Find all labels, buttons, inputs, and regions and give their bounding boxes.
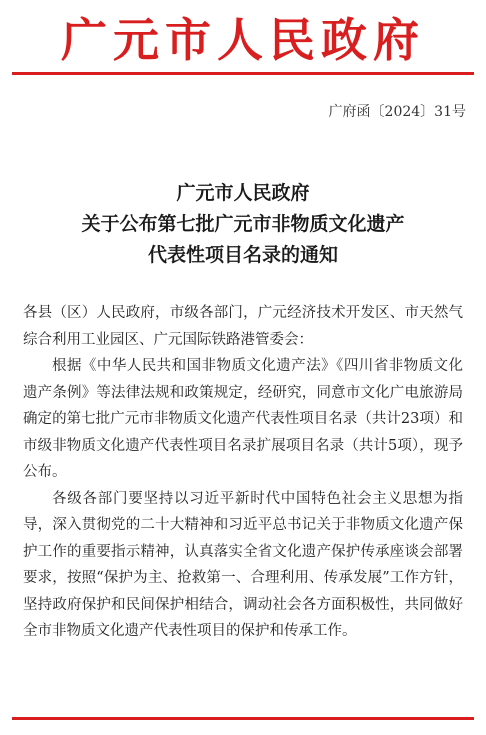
salutation: 各县（区）人民政府，市级各部门，广元经济技术开发区、市天然气综合利用工业园区、广元国际铁路港管委会： [23,305,463,348]
notice-title-line-2: 关于公布第七批广元市非物质文化遗产 [81,213,405,235]
notice-body [23,300,463,645]
issuer-header-title: 广元市人民政府 [61,13,425,67]
notice-title-line-3: 代表性项目名录的通知 [147,244,338,266]
footer-red-rule [12,717,474,720]
body-paragraph-1: 根据《中华人民共和国非物质文化遗产法》《四川省非物质文化遗产条例》等法律法规和政策规定，经研究，同意市文化广电旅游局确定的第七批广元市非物质文化遗产代表性项目名录（共计23项）和市级非物质文化遗产代表性项目名录扩展项目名录（共计5项），现予公布。 [23,358,463,480]
notice-title-line-1: 广元市人民政府 [176,182,310,204]
document-number: 广府函〔2024〕31号 [328,104,466,120]
header-red-rule [12,72,474,75]
body-paragraph-2: 各级各部门要坚持以习近平新时代中国特色社会主义思想为指导，深入贯彻党的二十大精神和习近平总书记关于非物质文化遗产保护工作的重要指示精神，认真落实全省文化遗产保护传承座谈会部署要求，按照“保护为主、抢救第一、合理利用、传承发展”工作方针，坚持政府保护和民间保护相结合，调动社会各方面积极性，共同做好全市非物质文化遗产代表性项目的保护和传承工作。 [23,490,463,639]
